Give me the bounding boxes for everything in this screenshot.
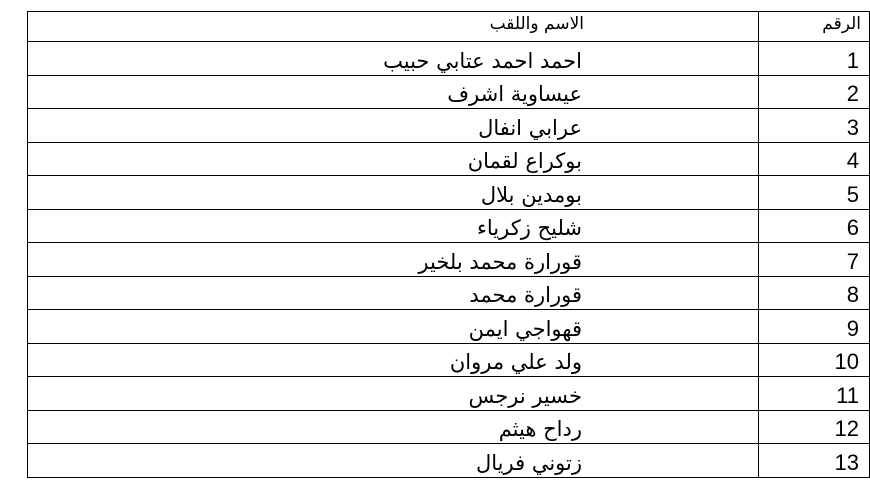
- row-number-cell: 4: [759, 142, 870, 176]
- student-name-cell: بومدين بلال: [28, 176, 759, 210]
- table-row: [28, 209, 870, 243]
- row-number-cell: 8: [759, 276, 870, 310]
- row-number-cell: 5: [759, 176, 870, 210]
- student-name-cell: رداح هيثم: [28, 410, 759, 444]
- student-name-cell: خسير نرجس: [28, 377, 759, 411]
- student-name-cell: قورارة محمد: [28, 276, 759, 310]
- table-row: [28, 343, 870, 377]
- table-header-row: [28, 12, 870, 42]
- table-row: [28, 276, 870, 310]
- table-row: [28, 109, 870, 143]
- table-body: [28, 12, 870, 478]
- table-row: [28, 142, 870, 176]
- student-name-cell: شليح زكرياء: [28, 209, 759, 243]
- row-number-cell: 12: [759, 410, 870, 444]
- table-row: [28, 42, 870, 76]
- table-row: [28, 243, 870, 277]
- row-number-cell: 11: [759, 377, 870, 411]
- student-name-cell: زتوني فريال: [28, 444, 759, 478]
- row-number-cell: 7: [759, 243, 870, 277]
- student-list-table: [27, 11, 870, 478]
- student-name-cell: ولد علي مروان: [28, 343, 759, 377]
- table-row: [28, 310, 870, 344]
- row-number-cell: 3: [759, 109, 870, 143]
- header-number: الرقم: [759, 12, 870, 42]
- row-number-cell: 1: [759, 42, 870, 76]
- student-name-cell: عيساوية اشرف: [28, 75, 759, 109]
- table-row: [28, 75, 870, 109]
- student-name-cell: عرابي انفال: [28, 109, 759, 143]
- row-number-cell: 13: [759, 444, 870, 478]
- table-row: [28, 176, 870, 210]
- table-row: [28, 410, 870, 444]
- student-name-cell: احمد احمد عتابي حبيب: [28, 42, 759, 76]
- header-name: الاسم واللقب: [28, 12, 759, 42]
- student-name-cell: بوكراع لقمان: [28, 142, 759, 176]
- student-name-cell: قورارة محمد بلخير: [28, 243, 759, 277]
- table-row: [28, 444, 870, 478]
- row-number-cell: 10: [759, 343, 870, 377]
- student-name-cell: قهواجي ايمن: [28, 310, 759, 344]
- row-number-cell: 9: [759, 310, 870, 344]
- row-number-cell: 2: [759, 75, 870, 109]
- row-number-cell: 6: [759, 209, 870, 243]
- table-row: [28, 377, 870, 411]
